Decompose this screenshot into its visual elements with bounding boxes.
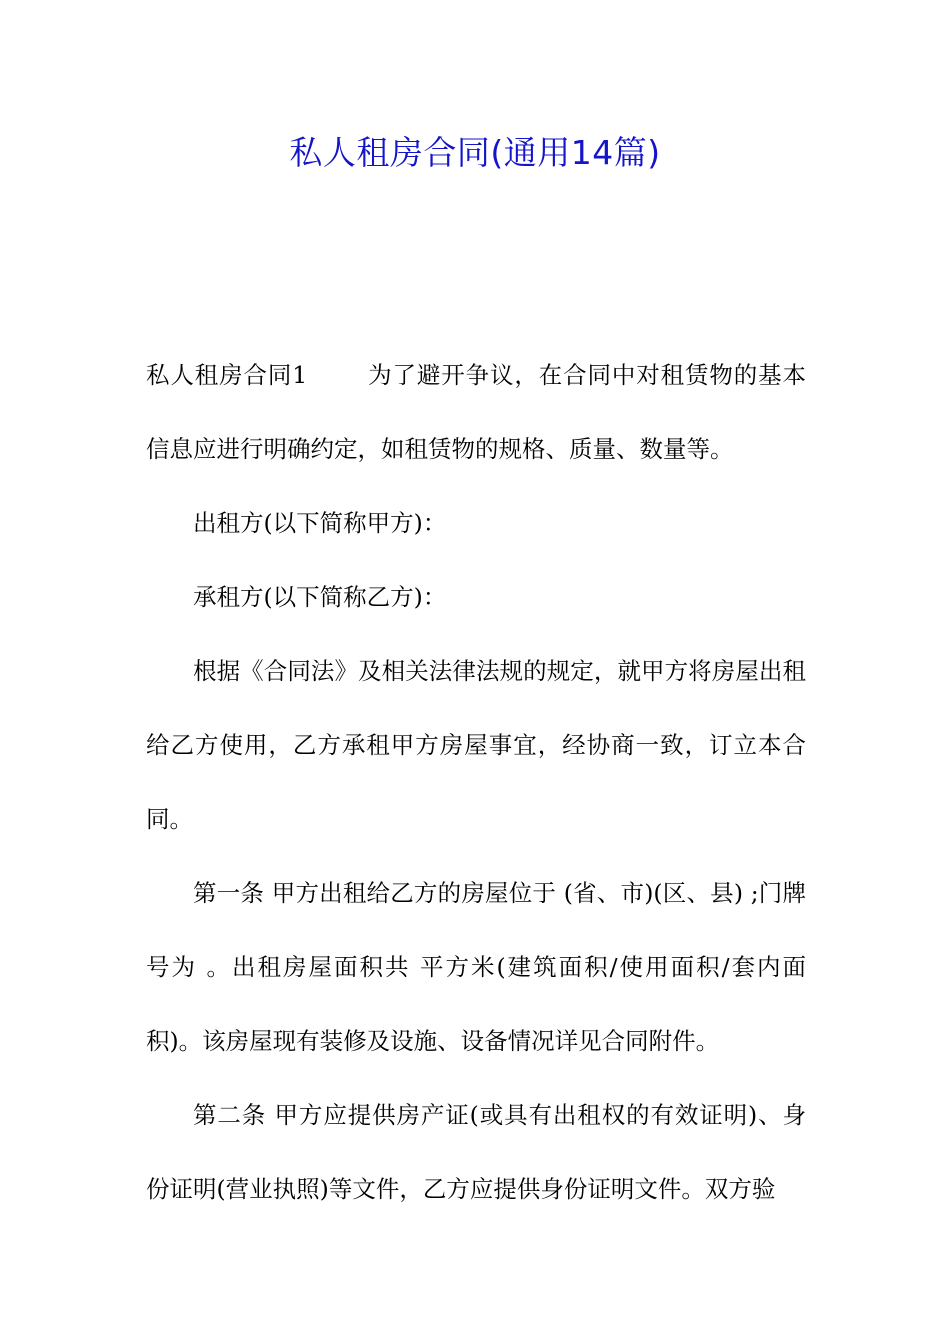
paragraph-lessor: 出租方(以下简称甲方)：	[193, 509, 447, 537]
paragraph-basis: 根据《合同法》及相关法律法规的规定，就甲方将房屋出租给乙方使用，乙方承租甲方房屋事宜，经协商一致，订立本合同。	[146, 657, 806, 833]
paragraph-article-1: 第一条 甲方出租给乙方的房屋位于 (省、市)(区、县) ;门牌号为 。出租房屋面积共 平方米(建筑面积/使用面积/套内面积)。该房屋现有装修及设施、设备情况详见合同附件。	[146, 879, 806, 1055]
document-body	[146, 338, 806, 1226]
contract-heading: 私人租房合同1	[146, 361, 308, 389]
paragraph-article-2: 第二条 甲方应提供房产证(或具有出租权的有效证明)、身份证明(营业执照)等文件，乙方应提供身份证明文件。双方验	[146, 1101, 806, 1203]
paragraph-1-text: 为了避开争议，在合同中对租赁物的基本信息应进行明确约定，如租赁物的规格、质量、数量等。	[146, 361, 807, 463]
paragraph-lessee: 承租方(以下简称乙方)：	[193, 583, 447, 611]
document-title: 私人租房合同(通用14篇)	[289, 133, 661, 172]
paragraph-1	[146, 338, 806, 486]
